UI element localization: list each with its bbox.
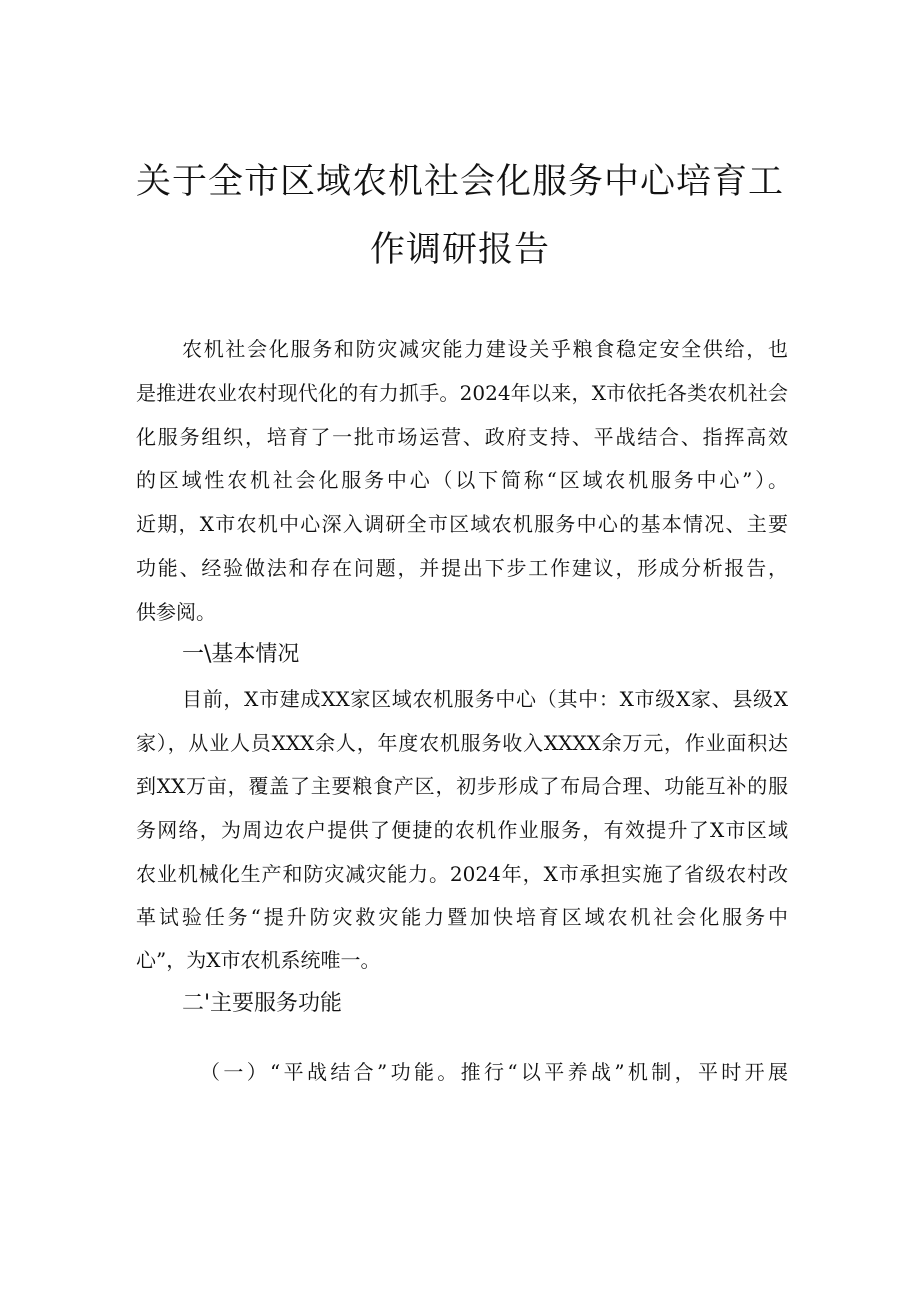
section1-line: 目前，X市建成XX家区域农机服务中心（其中：X市级X家、县级X <box>182 687 788 711</box>
document-title-line-1: 关于全市区域农机社会化服务中心培育工 <box>135 162 784 202</box>
section1-line: 家），从业人员XXX余人，年度农机服务收入XXXX余万元，作业面积达 <box>136 731 788 755</box>
intro-line: 的区域性农机社会化服务中心（以下简称“区域农机服务中心”）。 <box>136 468 788 492</box>
section-heading-basic-situation: 一\基本情况 <box>182 642 300 667</box>
section2-line: （一）“平战结合”功能。推行“以平养战”机制，平时开展 <box>200 1060 788 1084</box>
document-title-line-2: 作调研报告 <box>369 230 550 270</box>
section1-line: 务网络，为周边农户提供了便捷的农机作业服务，有效提升了X市区域 <box>136 818 788 842</box>
section1-line: 到XX万亩，覆盖了主要粮食产区，初步形成了布局合理、功能互补的服 <box>136 774 788 798</box>
intro-line: 供参阅。 <box>136 600 216 624</box>
intro-line: 农机社会化服务和防灾减灾能力建设关乎粮食稳定安全供给，也 <box>182 337 788 361</box>
section-heading-main-functions: 二'主要服务功能 <box>182 991 343 1016</box>
section1-line: 革试验任务“提升防灾救灾能力暨加快培育区域农机社会化服务中 <box>136 905 788 929</box>
intro-line: 是推进农业农村现代化的有力抓手。2024年以来，X市依托各类农机社会 <box>136 381 788 405</box>
section1-line: 心”，为X市农机系统唯一。 <box>136 948 381 972</box>
intro-line: 功能、经验做法和存在问题，并提出下步工作建议，形成分析报告， <box>136 556 788 580</box>
intro-line: 化服务组织，培育了一批市场运营、政府支持、平战结合、指挥高效 <box>136 425 788 449</box>
intro-line: 近期，X市农机中心深入调研全市区域农机服务中心的基本情况、主要 <box>136 512 788 536</box>
section1-line: 农业机械化生产和防灾减灾能力。2024年，X市承担实施了省级农村改 <box>136 862 788 886</box>
